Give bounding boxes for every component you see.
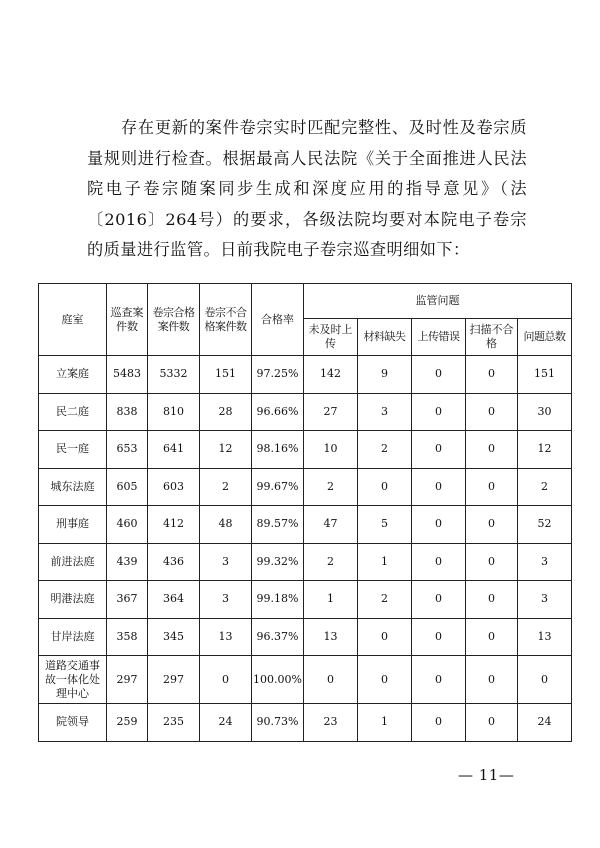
cell-unqualified: 24 <box>200 704 252 742</box>
cell-untimely: 13 <box>304 618 358 656</box>
body-paragraph: 存在更新的案件卷宗实时匹配完整性、及时性及卷宗质量规则进行检查。根据最高人民法院《关于全面推进人民法院电子卷宗随案同步生成和深度应用的指导意见》（法〔2016〕264号）的要求，各级法院均要对本院电子卷宗的质量进行监管。日前我院电子卷宗巡查明细如下： <box>87 118 527 259</box>
cell-inspected: 259 <box>107 704 148 742</box>
table-row <box>39 618 572 656</box>
cell-inspected: 297 <box>107 656 148 704</box>
cell-missing: 1 <box>358 704 412 742</box>
cell-inspected: 838 <box>107 393 148 431</box>
cell-qualified: 641 <box>148 431 200 469</box>
cell-scan-unqualified: 0 <box>466 356 518 394</box>
cell-court: 甘岸法庭 <box>39 618 107 656</box>
cell-scan-unqualified: 0 <box>466 506 518 544</box>
header-unqualified: 卷宗不合格案件数 <box>200 284 252 356</box>
cell-court: 明港法庭 <box>39 581 107 619</box>
header-supervision: 监管问题 <box>304 284 572 319</box>
cell-upload-error: 0 <box>412 704 466 742</box>
cell-qualified: 436 <box>148 543 200 581</box>
cell-scan-unqualified: 0 <box>466 581 518 619</box>
header-missing: 材料缺失 <box>358 319 412 356</box>
cell-total: 12 <box>518 431 572 469</box>
cell-unqualified: 48 <box>200 506 252 544</box>
cell-missing: 0 <box>358 468 412 506</box>
cell-total: 151 <box>518 356 572 394</box>
cell-rate: 99.32% <box>252 543 304 581</box>
table-row <box>39 656 572 704</box>
cell-total: 52 <box>518 506 572 544</box>
header-court: 庭室 <box>39 284 107 356</box>
cell-untimely: 1 <box>304 581 358 619</box>
cell-upload-error: 0 <box>412 356 466 394</box>
table-row <box>39 356 572 394</box>
cell-total: 0 <box>518 656 572 704</box>
inspection-table <box>38 283 572 742</box>
table-row <box>39 543 572 581</box>
cell-total: 3 <box>518 581 572 619</box>
cell-qualified: 603 <box>148 468 200 506</box>
cell-court: 立案庭 <box>39 356 107 394</box>
cell-scan-unqualified: 0 <box>466 393 518 431</box>
header-scan-unqualified: 扫描不合格 <box>466 319 518 356</box>
cell-untimely: 47 <box>304 506 358 544</box>
cell-total: 13 <box>518 618 572 656</box>
cell-unqualified: 3 <box>200 581 252 619</box>
cell-scan-unqualified: 0 <box>466 618 518 656</box>
cell-court: 前进法庭 <box>39 543 107 581</box>
cell-rate: 99.18% <box>252 581 304 619</box>
cell-qualified: 235 <box>148 704 200 742</box>
cell-unqualified: 2 <box>200 468 252 506</box>
cell-inspected: 653 <box>107 431 148 469</box>
cell-untimely: 2 <box>304 468 358 506</box>
table-row <box>39 468 572 506</box>
cell-rate: 99.67% <box>252 468 304 506</box>
cell-rate: 90.73% <box>252 704 304 742</box>
header-upload-error: 上传错误 <box>412 319 466 356</box>
cell-qualified: 297 <box>148 656 200 704</box>
cell-scan-unqualified: 0 <box>466 431 518 469</box>
header-rate: 合格率 <box>252 284 304 356</box>
cell-rate: 96.66% <box>252 393 304 431</box>
cell-court: 城东法庭 <box>39 468 107 506</box>
table-row <box>39 506 572 544</box>
cell-untimely: 2 <box>304 543 358 581</box>
cell-rate: 98.16% <box>252 431 304 469</box>
cell-rate: 100.00% <box>252 656 304 704</box>
cell-missing: 3 <box>358 393 412 431</box>
cell-inspected: 358 <box>107 618 148 656</box>
cell-qualified: 364 <box>148 581 200 619</box>
cell-total: 2 <box>518 468 572 506</box>
cell-court: 民一庭 <box>39 431 107 469</box>
cell-missing: 2 <box>358 581 412 619</box>
cell-court: 院领导 <box>39 704 107 742</box>
header-total-problems: 问题总数 <box>518 319 572 356</box>
cell-court: 民二庭 <box>39 393 107 431</box>
cell-untimely: 10 <box>304 431 358 469</box>
cell-unqualified: 3 <box>200 543 252 581</box>
cell-total: 3 <box>518 543 572 581</box>
cell-missing: 0 <box>358 618 412 656</box>
cell-unqualified: 13 <box>200 618 252 656</box>
cell-unqualified: 12 <box>200 431 252 469</box>
cell-scan-unqualified: 0 <box>466 468 518 506</box>
page-number: — 11— <box>458 766 515 784</box>
cell-upload-error: 0 <box>412 581 466 619</box>
table-row <box>39 393 572 431</box>
header-untimely: 未及时上传 <box>304 319 358 356</box>
cell-court: 道路交通事故一体化处理中心 <box>39 656 107 704</box>
cell-total: 24 <box>518 704 572 742</box>
cell-rate: 97.25% <box>252 356 304 394</box>
cell-untimely: 27 <box>304 393 358 431</box>
cell-missing: 9 <box>358 356 412 394</box>
cell-upload-error: 0 <box>412 618 466 656</box>
cell-total: 30 <box>518 393 572 431</box>
header-inspected: 巡查案件数 <box>107 284 148 356</box>
cell-court: 刑事庭 <box>39 506 107 544</box>
cell-untimely: 0 <box>304 656 358 704</box>
cell-inspected: 367 <box>107 581 148 619</box>
cell-qualified: 412 <box>148 506 200 544</box>
table-row <box>39 581 572 619</box>
cell-missing: 1 <box>358 543 412 581</box>
cell-scan-unqualified: 0 <box>466 704 518 742</box>
cell-inspected: 605 <box>107 468 148 506</box>
cell-unqualified: 28 <box>200 393 252 431</box>
cell-upload-error: 0 <box>412 656 466 704</box>
cell-unqualified: 0 <box>200 656 252 704</box>
cell-upload-error: 0 <box>412 506 466 544</box>
cell-rate: 96.37% <box>252 618 304 656</box>
cell-inspected: 5483 <box>107 356 148 394</box>
cell-upload-error: 0 <box>412 543 466 581</box>
header-qualified: 卷宗合格案件数 <box>148 284 200 356</box>
cell-qualified: 5332 <box>148 356 200 394</box>
cell-missing: 0 <box>358 656 412 704</box>
cell-qualified: 345 <box>148 618 200 656</box>
cell-scan-unqualified: 0 <box>466 543 518 581</box>
cell-qualified: 810 <box>148 393 200 431</box>
cell-untimely: 142 <box>304 356 358 394</box>
cell-missing: 5 <box>358 506 412 544</box>
cell-inspected: 439 <box>107 543 148 581</box>
cell-inspected: 460 <box>107 506 148 544</box>
cell-scan-unqualified: 0 <box>466 656 518 704</box>
cell-missing: 2 <box>358 431 412 469</box>
cell-unqualified: 151 <box>200 356 252 394</box>
cell-upload-error: 0 <box>412 393 466 431</box>
cell-rate: 89.57% <box>252 506 304 544</box>
cell-untimely: 23 <box>304 704 358 742</box>
cell-upload-error: 0 <box>412 431 466 469</box>
table-row <box>39 431 572 469</box>
table-row <box>39 704 572 742</box>
cell-upload-error: 0 <box>412 468 466 506</box>
